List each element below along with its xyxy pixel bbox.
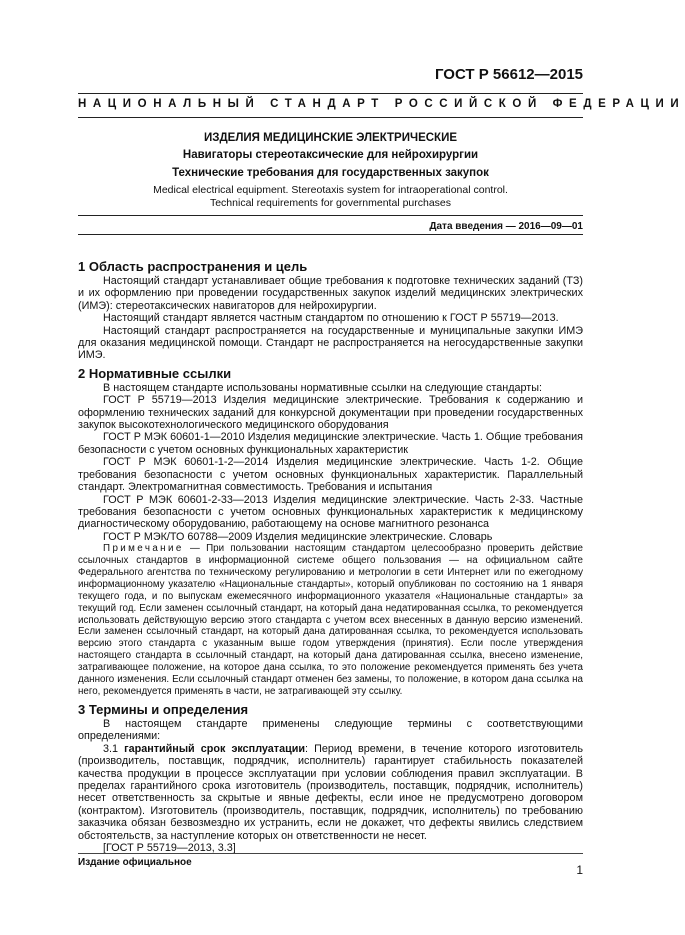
national-standard-banner: НАЦИОНАЛЬНЫЙ СТАНДАРТ РОССИЙСКОЙ ФЕДЕРАЦИИ: [78, 98, 685, 110]
header-rule-bottom: [78, 117, 583, 118]
term-text: : Период времени, в течение которого изготовитель (производитель, поставщик, подрядчик, исполнитель) гарантирует стабильность показателей качества продукции в процессе эксплуатации при условии соблюдения правил эксплуатации. В пределах гарантийного срока изготовитель (производитель, поставщик, подрядчик, исполнитель) несет ответственность за скрытые и явные дефекты, если иное не предусмотрено договором (контрактом). Изготовитель (производитель, поставщик, подрядчик, исполнитель) по требованию заказчика обязан безвозмездно их устранить, если не докажет, что дефекты явились следствием обстоятельств, за наступление которых он ответственности не несет.: [78, 742, 584, 842]
section-3-heading: 3 Термины и определения: [78, 701, 249, 717]
title-sub: Навигаторы стереотаксические для нейрохирургии: [182, 149, 479, 161]
official-edition-label: Издание официальное: [78, 857, 192, 868]
title-en-1: Medical electrical equipment. Stereotaxis system for intraoperational control.: [153, 184, 508, 196]
note-label: Примечание: [103, 543, 184, 555]
section-2-heading: 2 Нормативные ссылки: [78, 365, 232, 381]
document-body: [78, 258, 583, 854]
reference-item: ГОСТ Р МЭК 60601-1—2010 Изделия медицинские электрические. Часть 1. Общие требования безопасности с учетом основных функциональных характеристик: [78, 431, 583, 456]
term-definition: [78, 743, 583, 842]
footer-rule: [78, 853, 583, 854]
title-block: [78, 130, 583, 209]
introduction-date: Дата введения — 2016—09—01: [429, 221, 583, 232]
section-1-paragraph: Настоящий стандарт устанавливает общие требования к подготовке технических заданий (ТЗ) и их оформлению при проведении государственных закупок изделий медицинских электрических (ИМЭ): стереотаксических навигаторов для нейрохирургии.: [78, 275, 583, 312]
term-name: гарантийный срок эксплуатации: [124, 742, 305, 755]
document-number: ГОСТ Р 56612—2015: [434, 66, 583, 83]
term-reference: [ГОСТ Р 55719—2013, 3.3]: [103, 841, 236, 854]
header-rule-top: [78, 93, 583, 94]
page-number: 1: [576, 863, 583, 877]
title-en-2: Technical requirements for governmental purchases: [209, 196, 452, 209]
date-rule: [78, 234, 583, 235]
reference-item: ГОСТ Р МЭК 60601-2-33—2013 Изделия медицинские электрические. Часть 2-33. Частные требования безопасности с учетом основных функциональных характеристик к медицинскому диагностическому оборудованию, работающему на основе магнитного резонанса: [78, 493, 583, 531]
title-main: ИЗДЕЛИЯ МЕДИЦИНСКИЕ ЭЛЕКТРИЧЕСКИЕ: [203, 132, 458, 144]
section-1-paragraph: Настоящий стандарт распространяется на государственные и муниципальные закупки ИМЭ для оказания медицинской помощи. Стандарт не распространяется на негосударственные закупки ИМЭ.: [78, 324, 583, 362]
section-2-paragraph: В настоящем стандарте использованы нормативные ссылки на следующие стандарты:: [103, 381, 542, 394]
title-rule: [78, 215, 583, 216]
reference-note: [78, 543, 583, 698]
section-1-paragraph: Настоящий стандарт является частным стандартом по отношению к ГОСТ Р 55719—2013.: [103, 312, 559, 325]
term-number: 3.1: [103, 742, 125, 755]
reference-item: ГОСТ Р МЭК 60601-1-2—2014 Изделия медицинские электрические. Часть 1-2. Общие требования безопасности с учетом основных функциональных характеристик. Параллельный стандарт. Электромагнитная совместимость. Требования и испытания: [78, 456, 583, 494]
section-1-heading: 1 Область распространения и цель: [78, 259, 308, 274]
title-sub-2: Технические требования для государственных закупок: [172, 167, 489, 179]
reference-item: ГОСТ Р МЭК/ТО 60788—2009 Изделия медицинские электрические. Словарь: [103, 530, 493, 543]
section-3-paragraph: В настоящем стандарте применены следующие термины с соответствующими определениями:: [78, 717, 583, 743]
note-text: — При пользовании настоящим стандартом целесообразно проверить действие ссылочных стандартов в информационной системе общего пользования — на официальном сайте Федерального агентства по техническому регулированию и метрологии в сети Интернет или по ежегодному информационному указателю «Национальные стандарты», который опубликован по состоянию на 1 января текущего года, и по выпускам ежемесячного информационного указателя «Национальные стандарты» за текущий год. Если заменен ссылочный стандарт, на который дана недатированная ссылка, то рекомендуется использовать действующую версию этого стандарта с учетом всех внесенных в данную версию изменений. Если заменен ссылочный стандарт, на который дана датированная ссылка, то рекомендуется использовать версию этого стандарта с указанным выше годом утверждения (принятия). Если после утверждения настоящего стандарта в ссылочный стандарт, на который дана датированная ссылка, внесено изменение, затрагивающее положение, на которое дана ссылка, то это положение рекомендуется применять без учета данного изменения. Если ссылочный стандарт отменен без замены, то положение, в котором дана ссылка на него, рекомендуется применять в части, не затрагивающей эту ссылку.: [78, 543, 583, 697]
reference-item: ГОСТ Р 55719—2013 Изделия медицинские электрические. Требования к содержанию и оформлению технических заданий для конкурсной документации при проведении государственных закупок высокотехнологического медицинского оборудования: [78, 394, 583, 432]
